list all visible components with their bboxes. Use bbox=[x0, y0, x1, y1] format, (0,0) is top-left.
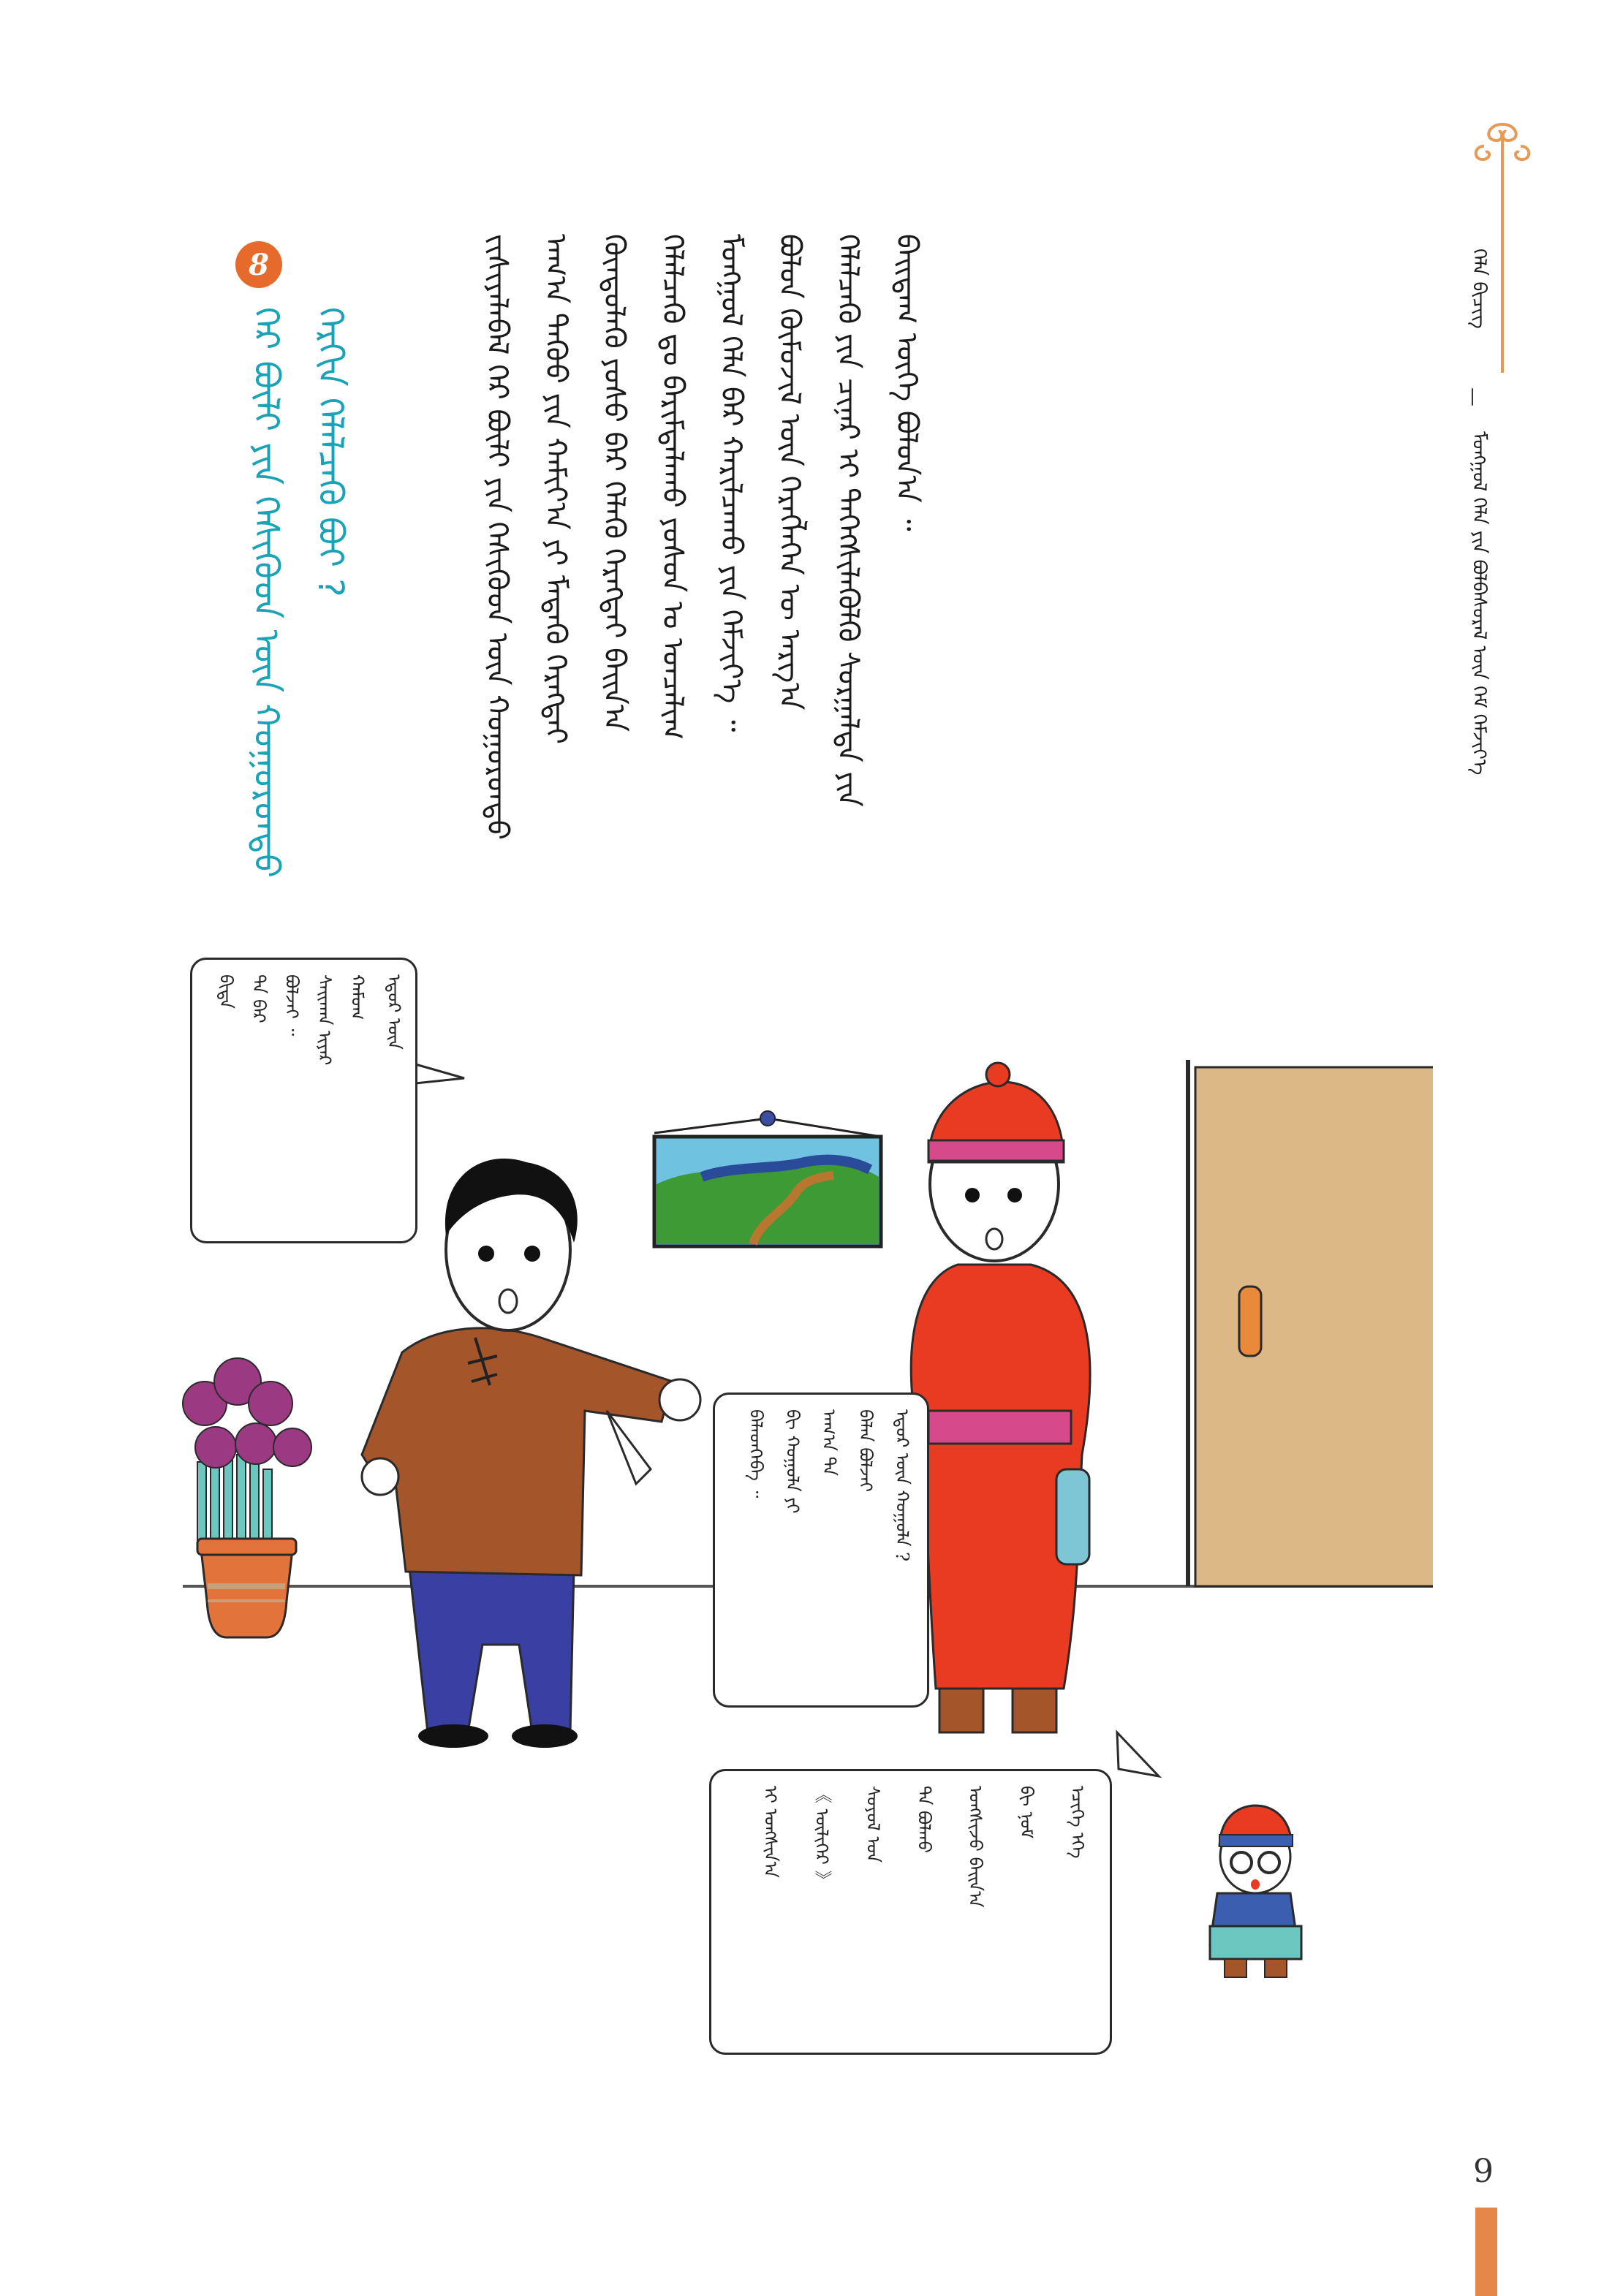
running-title: ᠮᠣᠩᠭᠤᠯ ᠬᠡᠯᠡ ᠶᠢᠨ ᠪᠣᠯᠪᠠᠰᠤᠷᠠᠯ ᠦᠨ ᠬᠡᠮ ᠬᠡᠮᠵᠢᠶ᠎ᠡ bbox=[1468, 431, 1490, 776]
running-header bbox=[1448, 110, 1521, 877]
father-speech-bubble bbox=[190, 958, 417, 1243]
page-tab-marker bbox=[1475, 2208, 1497, 2296]
bubble-line: ᠪᠢ ᠬᠣᠭᠣᠯᠠ ᠶᠢ bbox=[782, 1409, 803, 1514]
mother-speech-bubble bbox=[713, 1393, 929, 1708]
bubble-line: ᠲᠠ ᠪᠣᠯᠬᠤ bbox=[914, 1786, 934, 1854]
child-speech-bubble bbox=[709, 1769, 1112, 2055]
section-number-badge: 8 bbox=[235, 241, 282, 288]
series-name: ᠬᠡᠯᠡ ᠪᠢᠴᠢᠭ᠌ bbox=[1468, 249, 1490, 329]
bubble-line: ᠢ ᠤᠩᠰᠢᠨ᠎ᠠ bbox=[760, 1786, 781, 1878]
bubble-line: ᠡᠴᠢᠭᠡ ᠡᠬᠡ bbox=[1067, 1786, 1088, 1859]
swirl-ornament-icon bbox=[1469, 117, 1535, 197]
body-column: ᠪᠣᠯᠤᠨ ᠬᠦᠮᠦᠵᠢᠯ ᠦᠨ ᠬᠡᠷᠡᠭᠯᠡᠭᠡᠨ ᠦ ᠠᠷᠭ᠎ᠠ bbox=[773, 234, 806, 711]
bubble-line: ᠪᠢᠳᠡ bbox=[216, 974, 236, 1009]
bubble-line: ᠰᠣᠶᠣᠯ ᠤᠨ bbox=[863, 1786, 883, 1863]
illustration-scene bbox=[175, 943, 1433, 2069]
child-figure bbox=[1210, 1806, 1301, 1977]
body-column: ᠵᠢᠱᠢᠶᠡᠯᠡᠪᠡᠯ ᠭᠡᠷ ᠪᠦᠯᠢ ᠶᠢᠨ ᠭᠡᠰᠢᠭᠦᠳ ᠦᠨ ᠬᠣᠭᠣᠷᠤᠨᠳᠤ bbox=[480, 234, 514, 841]
bubble-line: ᠪᠢ ᠨᠣᠮ bbox=[1016, 1786, 1037, 1839]
section-heading-line2: ᠬᠡᠷᠬᠢᠨ ᠬᠡᠯᠡᠯᠴᠡᠬᠦ ᠪᠤᠢ ? bbox=[310, 307, 351, 597]
wall-painting bbox=[654, 1111, 881, 1246]
father-figure bbox=[362, 1159, 700, 1748]
body-column: ᠮᠣᠩᠭᠤᠯ ᠬᠡᠯᠡ ᠪᠡᠷ ᠬᠠᠷᠢᠯᠴᠠᠬᠤ ᠶᠢᠨ ᠬᠡᠮᠵᠢᠶ᠎ᠡ ᠃ bbox=[714, 234, 748, 732]
bubble-line: ᠰᠠᠢᠬᠠᠨ ᠢᠶᠠᠷ bbox=[314, 974, 335, 1066]
body-column: ᠪᠠᠢᠳᠠᠭ ᠦᠭᠡ ᠪᠣᠯᠤᠨ᠎ᠠ ᠃ bbox=[890, 234, 923, 531]
bubble-line: ᠡᠳᠦᠷ ᠦᠨ ᠬᠣᠭᠣᠯᠠ ? bbox=[892, 1409, 912, 1562]
bubble-line: ᠪᠣᠯᠵᠠᠢ ᠃ bbox=[281, 974, 302, 1037]
body-column: ᠬᠦᠨᠳᠦᠯᠡᠬᠦ ᠶᠣᠰᠣ ᠪᠡᠷ ᠬᠡᠯᠡᠬᠦ ᠬᠡᠷᠡᠭᠲᠡᠢ ᠪᠠᠢᠨ᠎ᠠ bbox=[597, 234, 631, 732]
body-column: ᠬᠡᠯᠡᠯᠴᠡᠬᠦ ᠶᠢᠨ ᠴᠢᠨᠠᠷ ᠢ ᠳᠡᠭᠡᠭᠰᠢᠯᠡᠭᠦᠯᠬᠦ ᠰᠤᠷᠭᠠᠯᠲᠠ ᠶᠢᠨ bbox=[831, 234, 865, 807]
body-text-block bbox=[439, 234, 921, 892]
bubble-line: ᠪᠡᠯᠡᠨ ᠪᠣᠯᠵᠠᠢ bbox=[855, 1409, 876, 1492]
page-number: 9 bbox=[1473, 2153, 1494, 2190]
bubble-line: ᠤᠩᠰᠢᠵᠤ ᠪᠠᠢᠨ᠎ᠠ bbox=[965, 1786, 985, 1908]
potted-plant bbox=[183, 1358, 311, 1637]
body-column: ᠬᠡᠯᠡᠯᠴᠡᠬᠦ ᠳᠤ ᠪᠠᠷᠢᠮᠲᠠᠯᠠᠬᠤ ᠶᠣᠰᠣᠨ ᠤ ᠣᠨᠴᠠᠯᠢᠭ bbox=[656, 234, 689, 740]
bubble-line: ᠠᠬ᠎ᠠ ᠲᠠ bbox=[819, 1409, 839, 1477]
bubble-line: ᠡᠳᠦᠷ ᠦᠨ bbox=[384, 974, 404, 1050]
header-dash: — bbox=[1462, 387, 1484, 406]
section-heading-line1: ᠭᠡᠷ ᠪᠦᠯᠢ ᠶᠢᠨ ᠭᠡᠰᠢᠭᠦᠳ ᠦᠨ ᠬᠣᠭᠣᠷᠤᠨᠳᠤ bbox=[246, 307, 287, 878]
bubble-line: 《 ᠦᠯᠢᠭᠡᠷ 》 bbox=[812, 1786, 832, 1888]
bubble-line: ᠬᠠᠮᠤᠭ bbox=[347, 974, 368, 1020]
door bbox=[1188, 1060, 1433, 1586]
bubble-line: ᠲᠠ ᠪᠠᠷ bbox=[249, 974, 269, 1023]
header-rule bbox=[1501, 190, 1504, 373]
bubble-line: ᠪᠡᠯᠡᠳᠬᠡᠪᠡ ᠃ bbox=[746, 1409, 766, 1499]
body-column: ᠠᠬ᠎ᠠ ᠳᠡᠭᠦᠦ ᠶᠢᠨ ᠬᠠᠮᠢᠶ᠎ᠠ ᠶᠢ ᠮᠡᠳᠡᠬᠦ ᠬᠡᠷᠡᠭᠲᠡᠢ bbox=[539, 234, 572, 745]
